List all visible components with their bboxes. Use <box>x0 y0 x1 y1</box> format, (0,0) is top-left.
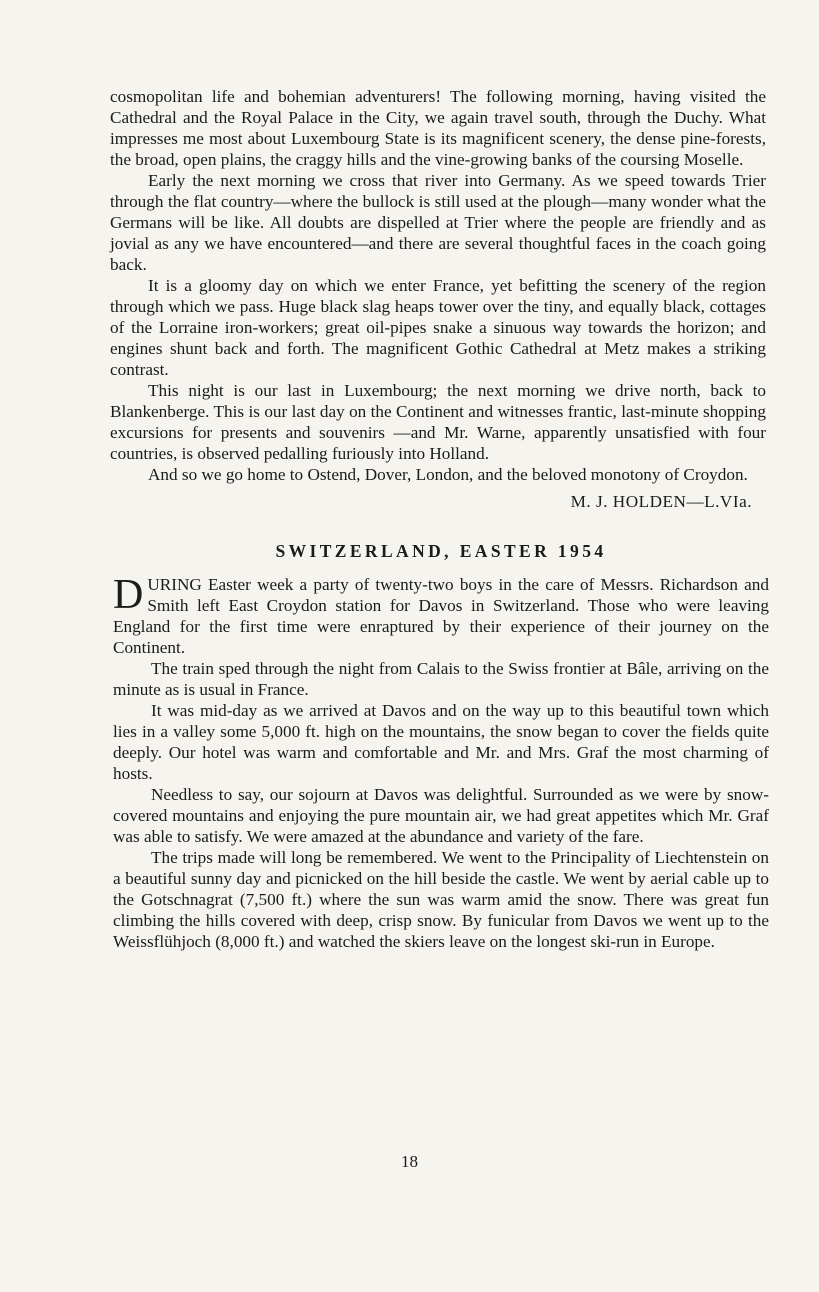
article-switzerland <box>113 540 769 952</box>
page-number: 18 <box>401 1152 418 1171</box>
article-paragraph: And so we go home to Ostend, Dover, London, and the beloved monotony of Croydon. <box>148 465 748 484</box>
drop-cap: D <box>113 572 144 618</box>
page-content <box>110 86 769 952</box>
article-paragraph: cosmopolitan life and bohemian adventurers! The following morning, having visited the Cathedral and the Royal Palace in the City, we again travel south, through the Duchy. What impresses me most about Luxembourg State is its magnificent scenery, the dense pine-forests, the broad, open plains, the craggy hills and the vine-growing banks of the coursing Moselle. <box>110 87 766 169</box>
article-paragraph <box>113 574 769 658</box>
paragraph-text: URING Easter week a party of twenty-two boys in the care of Messrs. Richardson and Smith left East Croydon station for Davos in Switzerland. Those who were leaving England for the first time were enraptured by their experience of their journey on the Continent. <box>113 575 769 657</box>
article-paragraph: This night is our last in Luxembourg; the next morning we drive north, back to Blankenberge. This is our last day on the Continent and witnesses frantic, last-minute shopping excursions for presents and souvenirs —and Mr. Warne, apparently unsatisfied with four countries, is observed pedalling furiously into Holland. <box>110 381 766 463</box>
article-paragraph: The trips made will long be remembered. We went to the Principality of Liechtenstein on a beautiful sunny day and picnicked on the hill beside the castle. We went by aerial cable up to the Gotschnagrat (7,500 ft.) where the sun was warm amid the snow. There was great fun climbing the hills covered with deep, crisp snow. By funicular from Davos we went up to the Weissflühjoch (8,000 ft.) and watched the skiers leave on the longest ski-run in Europe. <box>113 848 769 951</box>
article-luxembourg <box>110 86 766 512</box>
article-paragraph: The train sped through the night from Calais to the Swiss frontier at Bâle, arriving on the minute as is usual in France. <box>113 659 769 699</box>
article-paragraph: Needless to say, our sojourn at Davos was delightful. Surrounded as we were by snow-covered mountains and enjoying the pure mountain air, we had great appetites which Mr. Graf was able to satisfy. We were amazed at the abundance and variety of the fare. <box>113 785 769 846</box>
author-signature: M. J. HOLDEN—L.VIa. <box>570 492 752 511</box>
article-paragraph: It was mid-day as we arrived at Davos and on the way up to this beautiful town which lies in a valley some 5,000 ft. high on the mountains, the snow began to cover the fields quite deeply. Our hotel was warm and comfortable and Mr. and Mrs. Graf the most charming of hosts. <box>113 701 769 783</box>
article-paragraph: Early the next morning we cross that river into Germany. As we speed towards Trier through the flat country—where the bullock is still used at the plough—many wonder what the Germans will be like. All doubts are dispelled at Trier where the people are friendly and as jovial as any we have encountered—and there are several thoughtful faces in the coach going back. <box>110 171 766 274</box>
article-paragraph: It is a gloomy day on which we enter France, yet befitting the scenery of the region through which we pass. Huge black slag heaps tower over the tiny, and equally black, cottages of the Lorraine iron-workers; great oil-pipes snake a sinuous way towards the horizon; and engines shunt back and forth. The magnificent Gothic Cathedral at Metz makes a striking contrast. <box>110 276 766 379</box>
article-heading: SWITZERLAND, EASTER 1954 <box>275 541 607 561</box>
